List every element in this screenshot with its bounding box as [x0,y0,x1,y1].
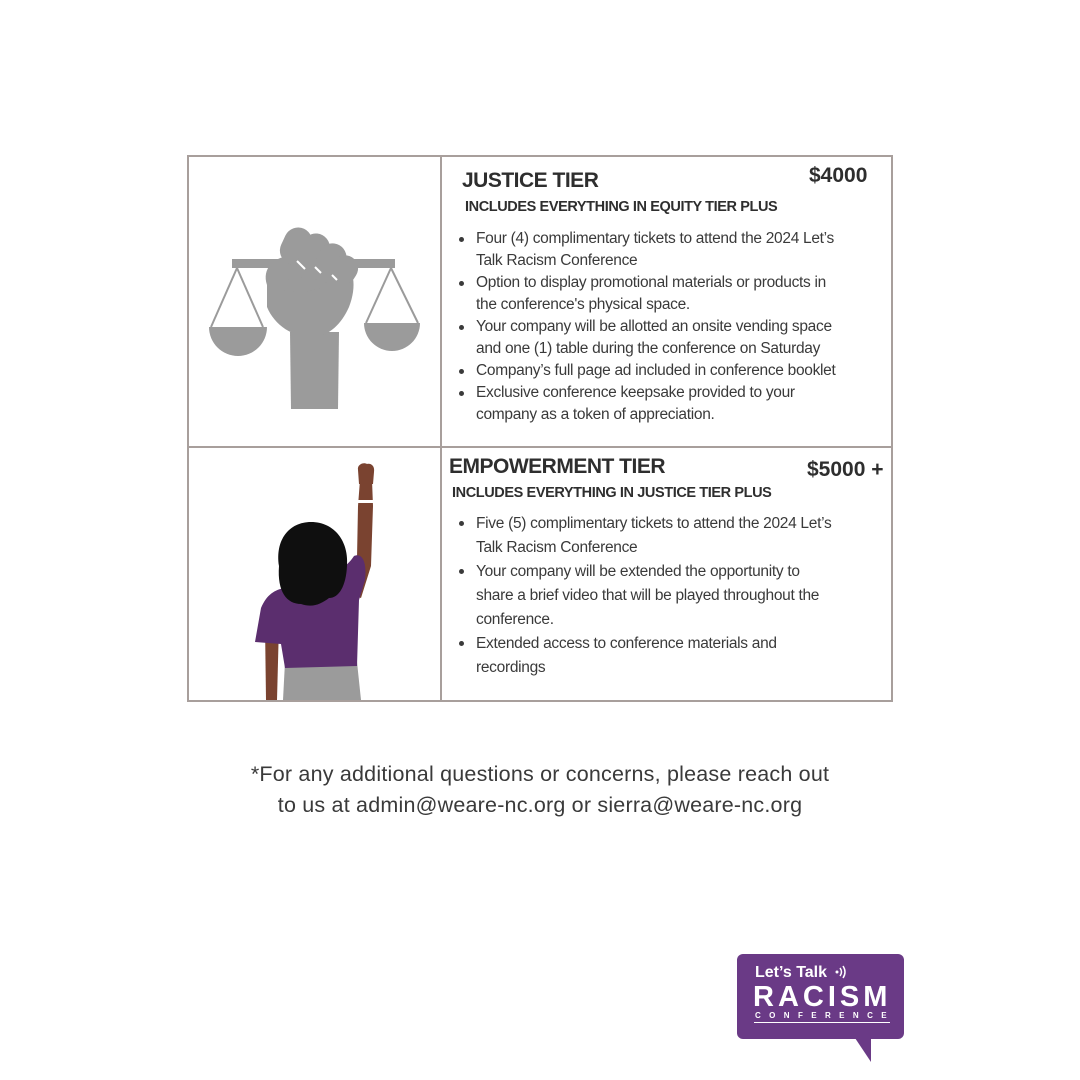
list-item: Extended access to conference materials and recordings [476,632,916,680]
empowerment-tier-benefits [449,512,916,680]
fist-scales-icon [189,157,440,446]
empowerment-tier-subtitle: INCLUDES EVERYTHING IN JUSTICE TIER PLUS [452,485,772,501]
list-item: Exclusive conference keepsake provided to your company as a token of appreciation. [476,382,916,426]
sponsorship-tier-table [187,155,893,702]
contact-note-line2: to us at admin@weare-nc.org or sierra@weare-nc.org [277,793,803,817]
justice-tier-image-cell [189,157,440,446]
logo-line2: RACISM [753,981,892,1013]
list-item: Four (4) complimentary tickets to attend the 2024 Let’s Talk Racism Conference [476,228,916,272]
sound-waves-icon [835,965,849,979]
contact-note [0,759,1080,821]
list-item: Five (5) complimentary tickets to attend the 2024 Let’s Talk Racism Conference [476,512,916,560]
contact-note-line1: *For any additional questions or concerns, please reach out [250,762,830,786]
logo-speech-tail [855,1038,871,1062]
justice-tier-benefits [449,228,916,426]
justice-tier-price: $4000 [809,164,868,187]
list-item: Option to display promotional materials or products in the conference's physical space. [476,272,916,316]
list-item: Company’s full page ad included in conference booklet [476,360,916,382]
empowerment-tier-title: EMPOWERMENT TIER [449,455,665,478]
empowerment-tier-image-cell [189,448,440,702]
logo-line3: CONFERENCE [755,1011,896,1020]
logo-line1: Let’s Talk [755,964,828,981]
lets-talk-racism-logo [737,954,904,1064]
list-item: Your company will be allotted an onsite vending space and one (1) table during the conference on Saturday [476,316,916,360]
column-divider [440,157,442,700]
list-item: Your company will be extended the opportunity to share a brief video that will be played throughout the conference. [476,560,916,632]
logo-divider [754,1022,890,1023]
empowerment-tier-price: $5000 + [807,458,884,481]
raised-fist-woman-illustration [189,448,440,702]
justice-tier-title: JUSTICE TIER [462,169,599,192]
justice-tier-subtitle: INCLUDES EVERYTHING IN EQUITY TIER PLUS [465,199,778,215]
